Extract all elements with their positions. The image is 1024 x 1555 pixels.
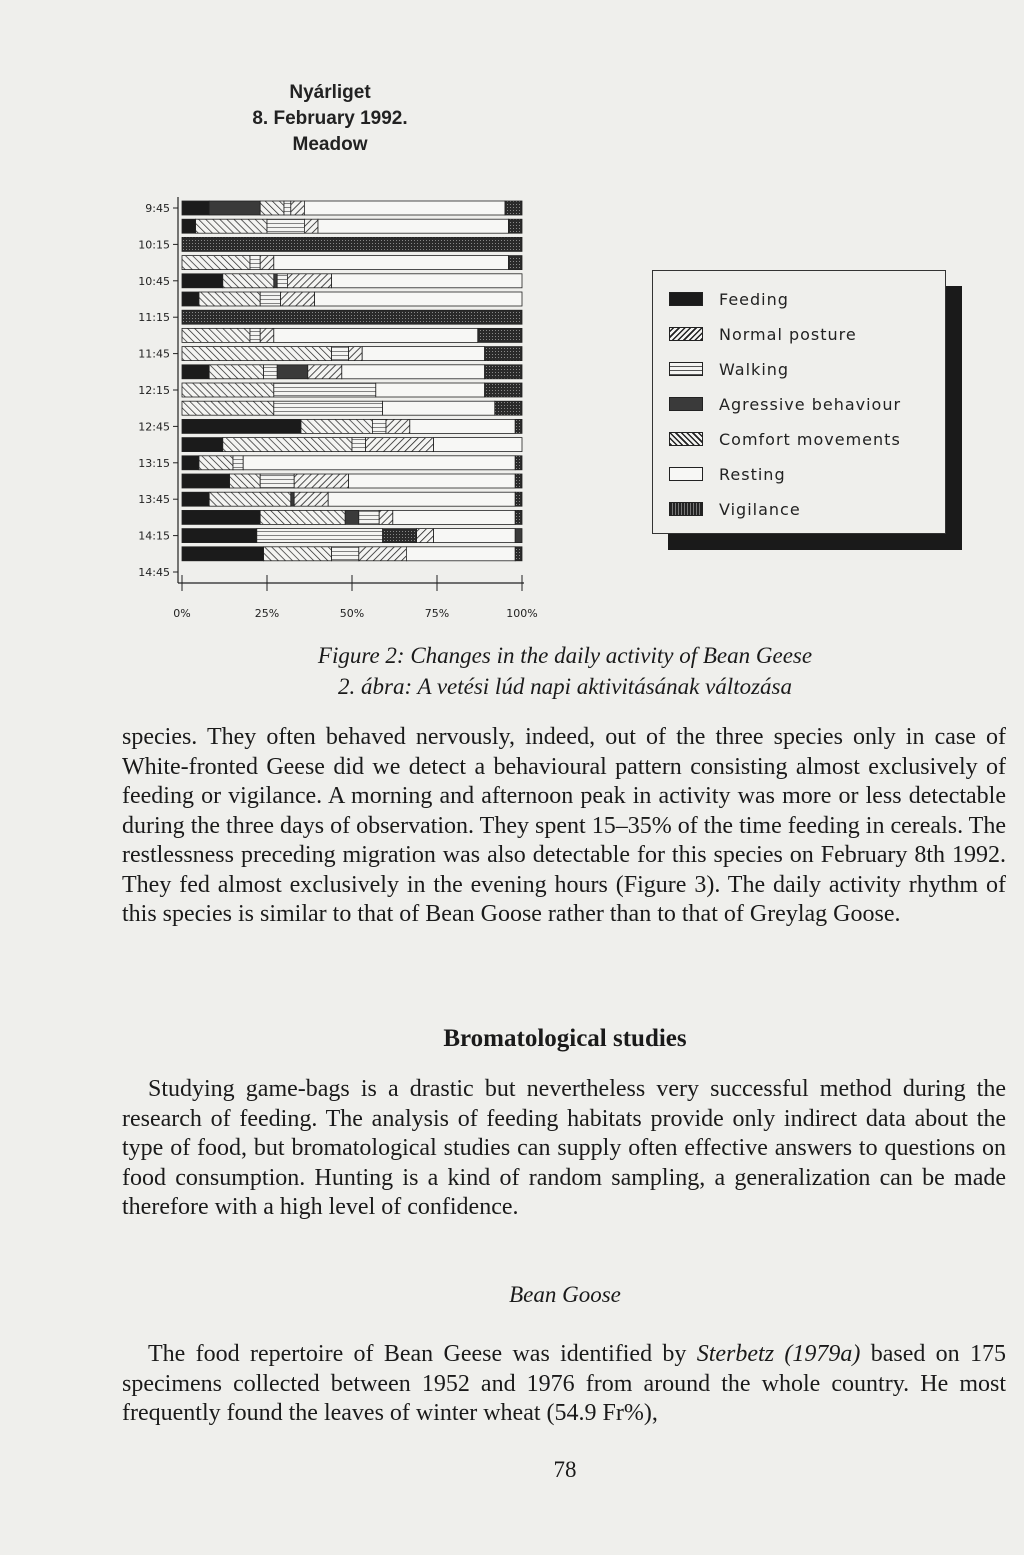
bar-segment-normal: [260, 256, 274, 270]
bar-segment-comfort: [230, 474, 261, 488]
bar-segment-walking: [264, 365, 278, 379]
bar-segment-comfort: [182, 347, 332, 361]
bar-segment-walking: [274, 401, 383, 415]
bar-segment-resting: [274, 256, 509, 270]
bar-segment-feeding: [182, 529, 257, 543]
bar-segment-walking: [332, 547, 359, 561]
bar-segment-vigilance: [515, 547, 522, 561]
bar-segment-resting: [383, 401, 495, 415]
legend-label: Feeding: [719, 289, 789, 309]
bar-segment-walking: [260, 474, 294, 488]
bar-segment-vigilance: [478, 328, 522, 342]
bar-segment-normal: [281, 292, 315, 306]
vigilance-swatch-icon: [669, 502, 703, 516]
bar-segment-normal: [386, 419, 410, 433]
bar-segment-comfort: [264, 547, 332, 561]
bar-segment-comfort: [196, 219, 267, 233]
subsection-title: Bean Goose: [509, 1282, 621, 1307]
bar-segment-vigilance: [182, 237, 522, 251]
bar-segment-resting: [434, 438, 522, 452]
bar-segment-vigilance: [485, 365, 522, 379]
bar-segment-feeding: [182, 456, 199, 470]
bar-segment-normal: [349, 347, 363, 361]
bar-group: [182, 201, 522, 561]
bar-segment-walking: [267, 219, 304, 233]
bar-segment-vigilance: [508, 219, 522, 233]
bar-segment-normal: [260, 328, 274, 342]
bar-segment-aggressive: [274, 274, 277, 288]
legend-item-vigilance: [669, 499, 801, 519]
bar-segment-comfort: [209, 492, 291, 506]
x-tick-label: 0%: [173, 607, 191, 620]
bar-segment-feeding: [182, 547, 264, 561]
paragraph-3-end: based on 175 specimens collected between 1952 and 1976 from around the whole country. He most frequently found the leaves of winter wheat (54.9 Fr%),: [122, 1341, 1006, 1426]
y-tick-label: 14:15: [138, 529, 170, 543]
bar-segment-walking: [372, 419, 386, 433]
bar-segment-normal: [294, 492, 328, 506]
bar-segment-resting: [362, 347, 484, 361]
bar-segment-comfort: [209, 365, 263, 379]
bar-segment-aggressive: [515, 529, 522, 543]
bar-segment-aggressive: [291, 492, 294, 506]
legend-label: Resting: [719, 464, 786, 484]
bar-segment-comfort: [182, 383, 274, 397]
y-tick-label: 11:45: [138, 347, 170, 361]
legend-label: Comfort movements: [719, 429, 901, 449]
bar-segment-vigilance: [515, 492, 522, 506]
bar-segment-walking: [233, 456, 243, 470]
bar-segment-vigilance: [515, 510, 522, 524]
x-tick-label: 50%: [339, 607, 365, 620]
paragraph-1: species. They often behaved nervously, indeed, out of the three species only in case of White-fronted Geese did we detect a behavioural pattern consisting almost exclusively of feeding or vigilance. A morning and afternoon peak in activity was more or less detectable during the three days of observation. They spent 15–35% of the time feeding in cereals. The restlessness preceding migration was also detectable for this species on February 8th 1992. They fed almost exclusively in the evening hours (Figure 3). The daily activity rhythm of this species is similar to that of Bean Goose rather than to that of Greylag Goose.: [122, 724, 1006, 927]
bar-segment-resting: [243, 456, 515, 470]
aggressive-swatch-icon: [669, 397, 703, 411]
bar-segment-vigilance: [508, 256, 522, 270]
bar-segment-normal: [417, 529, 434, 543]
x-tick-label: 25%: [254, 607, 280, 620]
bar-segment-comfort: [223, 274, 274, 288]
bar-segment-feeding: [182, 292, 199, 306]
bar-segment-comfort: [260, 201, 284, 215]
chart-title-date: 8. February 1992.: [252, 108, 408, 129]
bar-segment-walking: [250, 328, 260, 342]
bar-segment-walking: [359, 510, 379, 524]
y-tick-label: 12:15: [138, 384, 170, 397]
bar-segment-vigilance: [515, 419, 522, 433]
bar-segment-comfort: [223, 438, 352, 452]
bar-segment-comfort: [182, 401, 274, 415]
bar-segment-resting: [393, 510, 515, 524]
bar-segment-comfort: [301, 419, 372, 433]
comfort-swatch-icon: [669, 432, 703, 446]
bar-segment-vigilance: [485, 347, 522, 361]
bar-segment-feeding: [182, 510, 260, 524]
walking-swatch-icon: [669, 362, 703, 376]
bar-segment-resting: [410, 419, 515, 433]
x-tick-label: 100%: [506, 607, 538, 620]
bar-segment-feeding: [182, 274, 223, 288]
bar-segment-resting: [318, 219, 508, 233]
legend-label: Walking: [719, 359, 790, 379]
bar-segment-resting: [376, 383, 485, 397]
bar-segment-vigilance: [495, 401, 522, 415]
legend-item-walking: [669, 359, 789, 379]
bar-segment-aggressive: [277, 365, 308, 379]
bar-segment-walking: [284, 201, 291, 215]
bar-segment-normal: [304, 219, 318, 233]
figure-caption-hungarian: 2. ábra: A vetési lúd napi aktivitásának változása: [338, 674, 792, 699]
bar-segment-comfort: [182, 328, 250, 342]
bar-segment-resting: [342, 365, 485, 379]
paragraph-2: Studying game-bags is a drastic but nevertheless very successful method during the research of feeding. The analysis of feeding habitats provide only indirect data about the type of food, but bromatological studies can supply often effective answers to questions on food consumption. Hunting is a kind of random sampling, a generalization can be made therefore with a high level of confidence.: [122, 1076, 1006, 1220]
paragraph-3: [122, 1340, 1006, 1429]
figure-caption-english: Figure 2: Changes in the daily activity of Bean Geese: [317, 643, 813, 668]
bar-segment-feeding: [182, 365, 209, 379]
legend-label: Normal posture: [719, 324, 857, 344]
bar-segment-resting: [328, 492, 515, 506]
x-tick-label: 75%: [424, 607, 450, 620]
bar-segment-walking: [260, 292, 280, 306]
y-tick-label: 10:15: [138, 238, 170, 252]
bar-segment-walking: [250, 256, 260, 270]
y-tick-label: 11:15: [138, 311, 170, 325]
legend-label: Agressive behaviour: [719, 394, 902, 414]
bar-segment-resting: [274, 328, 478, 342]
citation: Sterbetz (1979a): [696, 1341, 861, 1367]
legend-item-aggressive: [669, 394, 901, 414]
bar-segment-feeding: [182, 219, 196, 233]
bar-segment-walking: [277, 274, 287, 288]
bar-segment-feeding: [182, 201, 209, 215]
bar-segment-resting: [349, 474, 516, 488]
y-tick-label: 14:45: [138, 566, 170, 579]
bar-segment-comfort: [182, 256, 250, 270]
feeding-swatch-icon: [669, 292, 703, 306]
bar-segment-comfort: [199, 456, 233, 470]
y-tick-label: 9:45: [145, 202, 170, 215]
bar-segment-vigilance: [515, 474, 522, 488]
y-tick-label: 12:45: [138, 420, 170, 434]
bar-segment-normal: [308, 365, 342, 379]
normal-posture-swatch-icon: [669, 327, 703, 341]
bar-segment-walking: [352, 438, 366, 452]
bar-segment-normal: [366, 438, 434, 452]
bar-segment-normal: [359, 547, 407, 561]
bar-segment-walking: [274, 383, 376, 397]
page-number: 78: [553, 1457, 577, 1482]
bar-segment-vigilance: [505, 201, 522, 215]
chart-title-habitat: Meadow: [292, 134, 368, 155]
legend-item-normal-posture: [669, 324, 857, 344]
resting-swatch-icon: [669, 467, 703, 481]
bar-segment-feeding: [182, 419, 301, 433]
bar-segment-normal: [291, 201, 305, 215]
bar-segment-feeding: [182, 474, 230, 488]
chart-legend: [652, 270, 946, 534]
y-tick-label: 10:45: [138, 274, 170, 288]
y-tick-label: 13:45: [138, 493, 170, 507]
bar-segment-vigilance: [485, 383, 522, 397]
bar-segment-resting: [315, 292, 522, 306]
bar-segment-aggressive: [345, 510, 359, 524]
bar-segment-resting: [434, 529, 516, 543]
bar-segment-walking: [257, 529, 383, 543]
bar-segment-resting: [332, 274, 522, 288]
bar-segment-normal: [294, 474, 348, 488]
bar-segment-vigilance: [182, 310, 522, 324]
paragraph-3-start: The food repertoire of Bean Geese was identified by: [148, 1341, 697, 1367]
bar-segment-resting: [406, 547, 515, 561]
bar-segment-resting: [304, 201, 505, 215]
chart-title-location: Nyárliget: [289, 82, 371, 103]
bar-segment-comfort: [199, 292, 260, 306]
bar-segment-feeding: [182, 492, 209, 506]
bar-segment-vigilance: [383, 529, 417, 543]
bar-segment-comfort: [260, 510, 345, 524]
legend-label: Vigilance: [719, 499, 801, 519]
bar-segment-walking: [332, 347, 349, 361]
y-tick-label: 13:15: [138, 456, 170, 470]
bar-segment-vigilance: [515, 456, 522, 470]
bar-segment-normal: [379, 510, 393, 524]
section-title: Bromatological studies: [443, 1025, 687, 1052]
legend-item-feeding: [669, 289, 789, 309]
bar-segment-aggressive: [209, 201, 260, 215]
legend-item-resting: [669, 464, 786, 484]
bar-segment-normal: [287, 274, 331, 288]
bar-segment-feeding: [182, 438, 223, 452]
legend-item-comfort: [669, 429, 901, 449]
